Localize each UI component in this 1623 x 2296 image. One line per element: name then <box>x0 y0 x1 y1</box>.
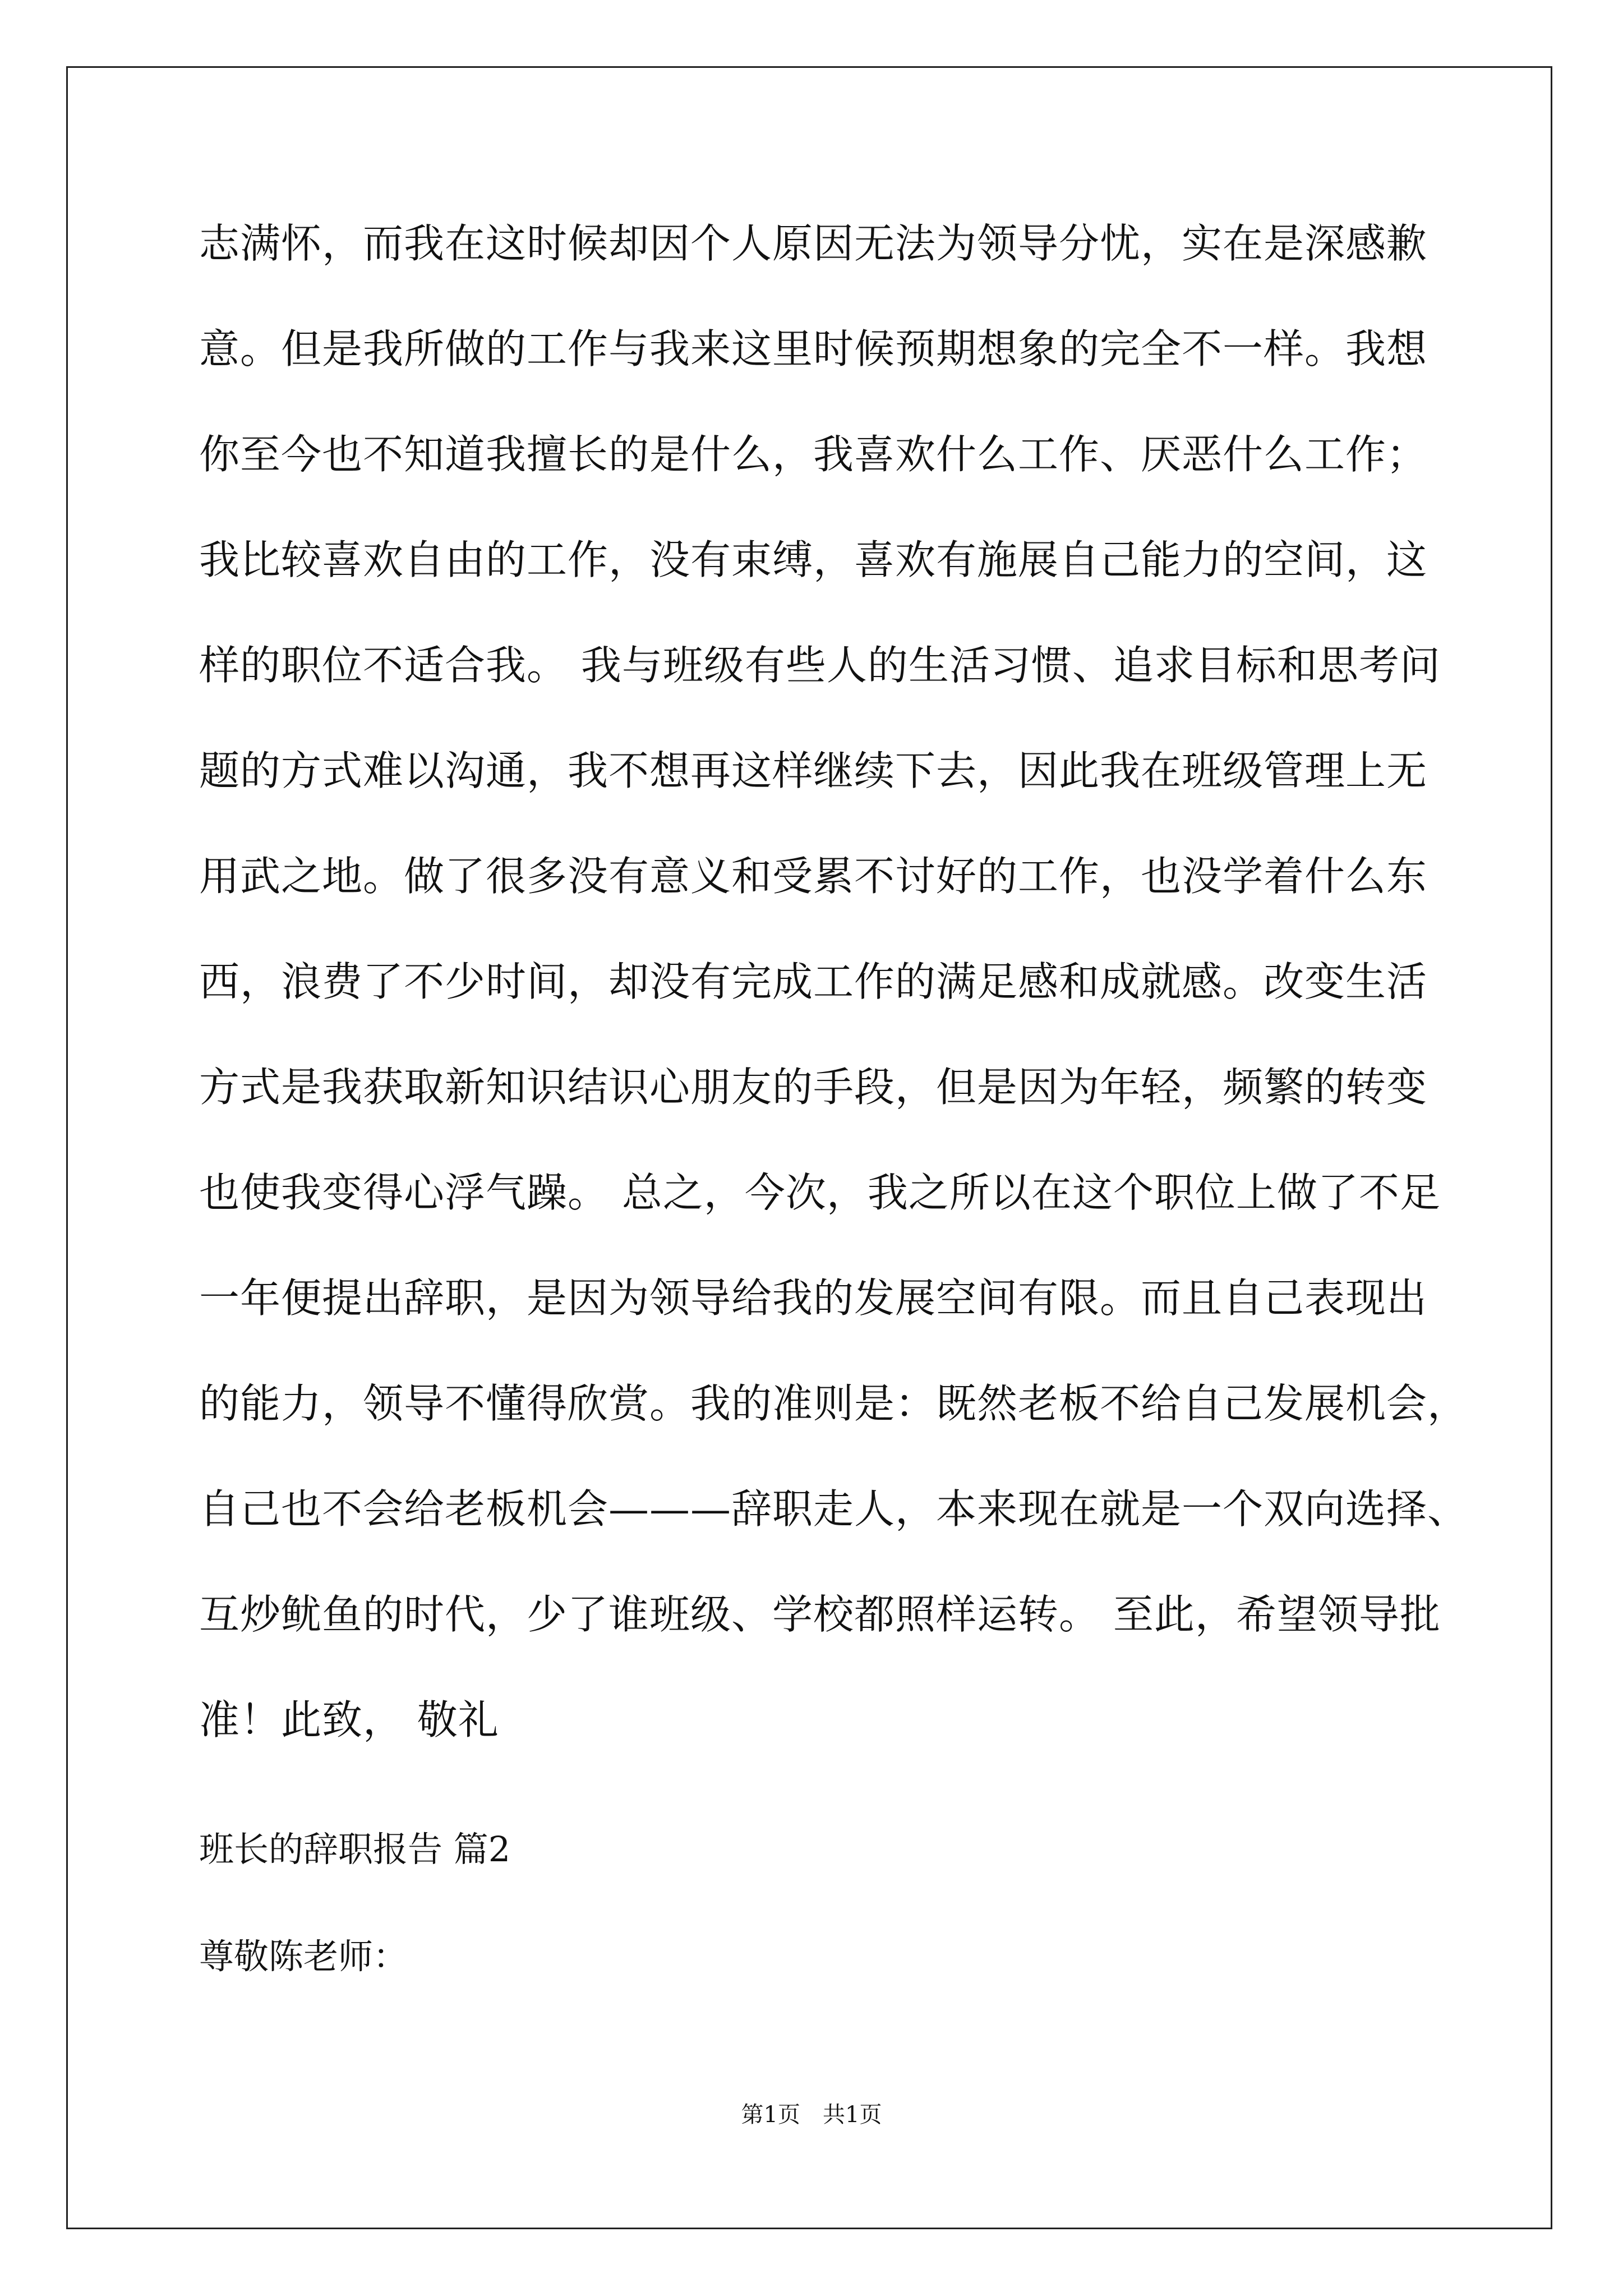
body-line: 你至今也不知道我擅长的是什么，我喜欢什么工作、厌恶什么工作； <box>199 431 1428 478</box>
body-line: 意。但是我所做的工作与我来这里时候预期想象的完全不一样。我想 <box>199 325 1428 372</box>
body-line: 方式是我获取新知识结识心朋友的手段，但是因为年轻，频繁的转变 <box>199 1064 1428 1111</box>
body-line: 一年便提出辞职，是因为领导给我的发展空间有限。而且自己表现出 <box>199 1274 1428 1322</box>
body-line: 准！此致， 敬礼 <box>199 1696 499 1743</box>
body-line: 的能力，领导不懂得欣赏。我的准则是：既然老板不给自己发展机会， <box>199 1380 1469 1427</box>
body-line: 也使我变得心浮气躁。 总之，今次，我之所以在这个职位上做了不足 <box>199 1169 1441 1216</box>
body-line: 志满怀，而我在这时候却因个人原因无法为领导分忧，实在是深感歉 <box>199 220 1428 267</box>
greeting: 尊敬陈老师： <box>199 1936 408 1977</box>
body-line: 西，浪费了不少时间，却没有完成工作的满足感和成就感。改变生活 <box>199 958 1428 1005</box>
body-line: 自己也不会给老板机会———辞职走人，本来现在就是一个双向选择、 <box>199 1485 1469 1533</box>
body-line: 样的职位不适合我。 我与班级有些人的生活习惯、追求目标和思考问 <box>199 642 1441 689</box>
body-line: 互炒鱿鱼的时代，少了谁班级、学校都照样运转。 至此，希望领导批 <box>199 1591 1441 1638</box>
body-text <box>199 213 1478 1795</box>
body-line: 用武之地。做了很多没有意义和受累不讨好的工作，也没学着什么东 <box>199 853 1428 900</box>
section-heading: 班长的辞职报告 篇2 <box>199 1829 511 1870</box>
body-line: 我比较喜欢自由的工作，没有束缚，喜欢有施展自己能力的空间，这 <box>199 536 1428 583</box>
page-footer: 第1页 共1页 <box>741 2102 882 2128</box>
body-line: 题的方式难以沟通，我不想再这样继续下去，因此我在班级管理上无 <box>199 747 1428 794</box>
